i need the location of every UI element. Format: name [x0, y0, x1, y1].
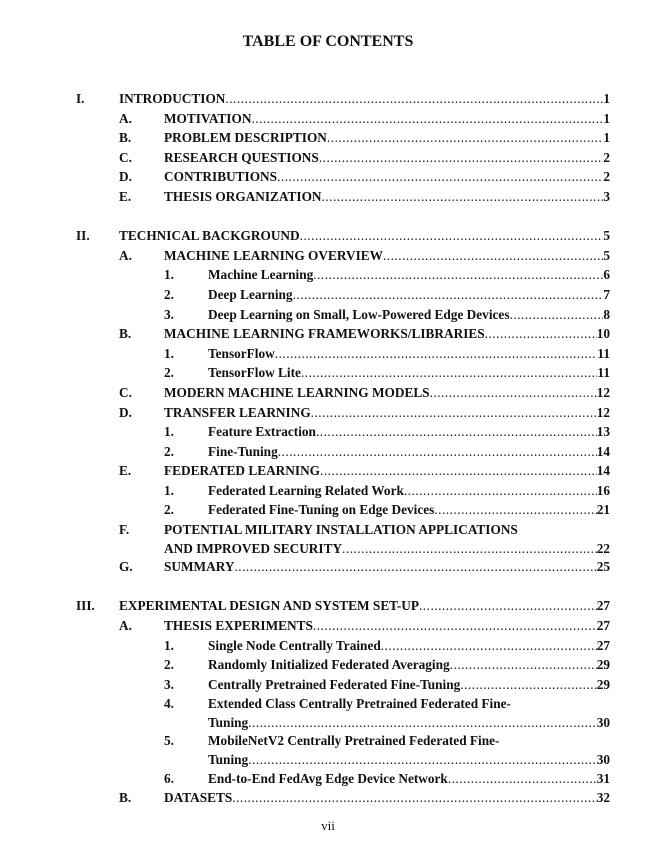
toc-entry[interactable] — [0, 383, 656, 403]
entry-title-line — [208, 769, 610, 789]
entry-title[interactable]: Federated Learning Related Work — [208, 482, 404, 498]
toc-entry[interactable] — [0, 187, 656, 207]
dot-leader — [313, 616, 597, 636]
toc-entry[interactable] — [0, 769, 656, 789]
entry-number: A. — [119, 110, 132, 126]
toc-entry-continuation[interactable] — [0, 751, 656, 769]
dot-leader — [434, 500, 596, 520]
toc-entry[interactable] — [0, 655, 656, 675]
entry-title-line — [164, 540, 610, 558]
entry-title[interactable]: End-to-End FedAvg Edge Device Network — [208, 770, 448, 786]
dot-leader — [448, 769, 597, 789]
dot-leader — [342, 540, 597, 558]
entry-number: A. — [119, 617, 132, 633]
entry-page[interactable]: 21 — [596, 502, 610, 518]
entry-title[interactable]: RESEARCH QUESTIONS — [164, 149, 319, 165]
entry-title[interactable]: SUMMARY — [164, 559, 235, 575]
dot-leader — [383, 246, 603, 266]
entry-number: E. — [119, 463, 132, 479]
entry-title[interactable]: TensorFlow — [208, 345, 275, 361]
entry-title[interactable]: THESIS EXPERIMENTS — [164, 617, 313, 633]
entry-page[interactable]: 12 — [596, 404, 610, 420]
entry-title: Extended Class Centrally Pretrained Federated Fine- — [208, 696, 511, 712]
entry-number: D. — [119, 169, 132, 185]
dot-leader — [232, 788, 596, 808]
entry-number: B. — [119, 326, 132, 342]
entry-number: 2. — [164, 286, 174, 302]
entry-title[interactable]: DATASETS — [164, 790, 233, 806]
toc-entry[interactable] — [0, 89, 656, 109]
dot-leader — [277, 167, 603, 187]
entry-page[interactable]: 13 — [596, 424, 610, 440]
entry-number: C. — [119, 149, 132, 165]
entry-title[interactable]: Fine-Tuning — [208, 443, 278, 459]
dot-leader — [248, 714, 597, 732]
entry-title-line — [119, 226, 610, 246]
entry-number: 1. — [164, 637, 174, 653]
entry-title[interactable]: TensorFlow Lite — [208, 365, 301, 381]
toc-entry[interactable] — [0, 403, 656, 423]
entry-title-line — [208, 500, 610, 520]
entry-page[interactable]: 2 — [603, 149, 610, 165]
entry-page[interactable]: 8 — [603, 306, 610, 322]
entry-title-line — [164, 557, 610, 577]
entry-title-line — [164, 520, 610, 540]
toc-entry[interactable] — [0, 481, 656, 501]
entry-page[interactable]: 22 — [596, 540, 610, 556]
toc-entry[interactable] — [0, 305, 656, 325]
entry-title-line — [164, 788, 610, 808]
entry-title-continued: Tuning — [208, 752, 249, 767]
toc-entry[interactable] — [0, 461, 656, 481]
entry-title[interactable]: MODERN MACHINE LEARNING MODELS — [164, 384, 430, 400]
entry-title-line — [164, 403, 610, 423]
entry-title-line — [164, 383, 610, 403]
entry-title-line — [208, 363, 610, 383]
dot-leader — [251, 109, 603, 129]
dot-leader — [320, 461, 597, 481]
entry-number: 2. — [164, 443, 174, 459]
entry-number: 1. — [164, 267, 174, 283]
entry-page[interactable]: 27 — [596, 617, 610, 633]
dot-leader — [419, 596, 597, 616]
entry-number: A. — [119, 247, 132, 263]
entry-title-line — [208, 305, 610, 325]
toc-entry[interactable] — [0, 422, 656, 442]
toc-entry[interactable] — [0, 520, 656, 540]
entry-page[interactable]: 6 — [603, 267, 610, 283]
entry-title-line — [208, 422, 610, 442]
entry-page[interactable]: 5 — [603, 247, 610, 263]
entry-title-continued: Tuning — [208, 714, 249, 730]
toc-entry[interactable] — [0, 788, 656, 808]
entry-title-line — [208, 265, 610, 285]
entry-page[interactable]: 12 — [596, 384, 610, 400]
entry-title-line — [208, 731, 610, 751]
toc-entry[interactable] — [0, 731, 656, 751]
entry-number: E. — [119, 188, 132, 204]
entry-title[interactable]: PROBLEM DESCRIPTION — [164, 130, 327, 146]
dot-leader — [311, 403, 597, 423]
toc-entry-continuation[interactable] — [0, 540, 656, 558]
toc-entry[interactable] — [0, 557, 656, 577]
entry-number: 4. — [164, 696, 174, 712]
dot-leader — [322, 187, 604, 207]
entry-number: C. — [119, 384, 132, 400]
entry-title-line — [208, 714, 610, 732]
spacer — [0, 207, 656, 227]
entry-title-line — [208, 675, 610, 695]
entry-title[interactable]: EXPERIMENTAL DESIGN AND SYSTEM SET-UP — [119, 598, 419, 614]
entry-page[interactable]: 16 — [596, 482, 610, 498]
dot-leader — [485, 324, 597, 344]
entry-title[interactable]: Machine Learning — [208, 267, 314, 283]
entry-number: II. — [76, 228, 90, 244]
table-of-contents — [0, 89, 656, 808]
dot-leader — [234, 557, 596, 577]
entry-title[interactable]: Deep Learning on Small, Low-Powered Edge Devices — [208, 306, 510, 322]
toc-entry[interactable] — [0, 442, 656, 462]
entry-number: 3. — [164, 306, 174, 322]
toc-entry[interactable] — [0, 344, 656, 364]
entry-title-line — [208, 481, 610, 501]
entry-title[interactable]: Federated Fine-Tuning on Edge Devices — [208, 502, 435, 518]
spacer — [0, 577, 656, 597]
entry-number: 2. — [164, 657, 174, 673]
entry-page[interactable]: 30 — [596, 752, 610, 767]
toc-entry[interactable] — [0, 324, 656, 344]
toc-entry[interactable] — [0, 265, 656, 285]
entry-page[interactable]: 1 — [603, 91, 610, 106]
toc-entry[interactable] — [0, 500, 656, 520]
dot-leader — [316, 422, 597, 442]
toc-title: TABLE OF CONTENTS — [242, 33, 414, 50]
entry-number: 1. — [164, 345, 174, 361]
entry-page[interactable]: 11 — [597, 345, 610, 361]
entry-title-line — [164, 148, 610, 168]
entry-title-line — [208, 285, 610, 305]
entry-page[interactable]: 1 — [603, 130, 610, 146]
dot-leader — [248, 751, 597, 769]
entry-number: B. — [119, 130, 132, 146]
page-number: vii — [321, 818, 335, 833]
dot-leader — [278, 442, 597, 462]
toc-entry[interactable] — [0, 148, 656, 168]
dot-leader — [300, 226, 604, 246]
entry-title-line — [164, 246, 610, 266]
dot-leader — [430, 383, 597, 403]
entry-page[interactable]: 32 — [596, 790, 610, 806]
dot-leader — [293, 285, 604, 305]
entry-title[interactable]: THESIS ORGANIZATION — [164, 188, 322, 204]
toc-entry[interactable] — [0, 363, 656, 383]
dot-leader — [313, 265, 603, 285]
entry-number: I. — [76, 91, 85, 106]
toc-entry[interactable] — [0, 167, 656, 187]
entry-number: 3. — [164, 676, 174, 692]
entry-title[interactable]: FEDERATED LEARNING — [164, 463, 321, 479]
entry-title[interactable]: Centrally Pretrained Federated Fine-Tuning — [208, 676, 461, 692]
entry-page[interactable]: 2 — [603, 169, 610, 185]
entry-title[interactable]: MOTIVATION — [164, 110, 252, 126]
entry-title[interactable]: TECHNICAL BACKGROUND — [119, 228, 300, 244]
entry-number: 2. — [164, 365, 174, 381]
dot-leader — [319, 148, 604, 168]
entry-title[interactable]: Feature Extraction — [208, 424, 316, 440]
entry-number: G. — [119, 559, 133, 575]
entry-page[interactable]: 14 — [596, 443, 610, 459]
entry-number: 5. — [164, 733, 174, 749]
entry-title[interactable]: MACHINE LEARNING OVERVIEW — [164, 247, 383, 263]
entry-title-line — [208, 636, 610, 656]
dot-leader — [450, 655, 597, 675]
entry-page[interactable]: 31 — [596, 770, 610, 786]
entry-number: 1. — [164, 424, 174, 440]
entry-title-continued: AND IMPROVED SECURITY — [164, 540, 343, 556]
entry-page[interactable]: 30 — [596, 714, 610, 730]
entry-title-line — [208, 694, 610, 714]
entry-title[interactable]: INTRODUCTION — [119, 91, 226, 106]
entry-title-line — [164, 461, 610, 481]
dot-leader — [327, 128, 603, 148]
entry-title-line — [164, 616, 610, 636]
entry-page[interactable]: 11 — [597, 365, 610, 381]
entry-number: III. — [76, 598, 95, 614]
entry-number: D. — [119, 404, 132, 420]
toc-entry[interactable] — [0, 128, 656, 148]
toc-entry[interactable] — [0, 246, 656, 266]
toc-entry[interactable] — [0, 694, 656, 714]
entry-title-line — [208, 344, 610, 364]
entry-page[interactable]: 3 — [603, 188, 610, 204]
entry-number: F. — [119, 522, 130, 538]
entry-title-line — [208, 442, 610, 462]
toc-entry[interactable] — [0, 285, 656, 305]
entry-title[interactable]: MACHINE LEARNING FRAMEWORKS/LIBRARIES — [164, 326, 485, 342]
entry-page[interactable]: 5 — [603, 228, 610, 244]
entry-page[interactable]: 1 — [603, 110, 610, 126]
toc-entry[interactable] — [0, 675, 656, 695]
entry-page[interactable]: 10 — [596, 326, 610, 342]
dot-leader — [404, 481, 597, 501]
entry-page[interactable]: 29 — [596, 657, 610, 673]
dot-leader — [275, 344, 598, 364]
entry-page[interactable]: 7 — [603, 286, 610, 302]
toc-entry[interactable] — [0, 616, 656, 636]
entry-title-line — [164, 167, 610, 187]
entry-number: 1. — [164, 482, 174, 498]
dot-leader — [301, 363, 597, 383]
dot-leader — [225, 89, 603, 109]
entry-number: 2. — [164, 502, 174, 518]
entry-title-line — [119, 89, 610, 109]
entry-page[interactable]: 14 — [596, 463, 610, 479]
toc-entry[interactable] — [0, 226, 656, 246]
entry-title[interactable]: TRANSFER LEARNING — [164, 404, 311, 420]
dot-leader — [381, 636, 597, 656]
entry-title: MobileNetV2 Centrally Pretrained Federated Fine- — [208, 733, 500, 749]
entry-title-line — [208, 655, 610, 675]
toc-entry[interactable] — [0, 636, 656, 656]
entry-page[interactable]: 29 — [596, 676, 610, 692]
entry-title-line — [119, 596, 610, 616]
entry-number: 6. — [164, 770, 174, 786]
entry-title-line — [164, 187, 610, 207]
entry-title-line — [208, 751, 610, 769]
entry-title[interactable]: Single Node Centrally Trained — [208, 637, 381, 653]
toc-entry-continuation[interactable] — [0, 714, 656, 732]
toc-entry[interactable] — [0, 596, 656, 616]
entry-title-line — [164, 128, 610, 148]
entry-page[interactable]: 27 — [596, 637, 610, 653]
entry-page[interactable]: 25 — [596, 559, 610, 575]
toc-entry[interactable] — [0, 109, 656, 129]
dot-leader — [460, 675, 596, 695]
entry-title[interactable]: Deep Learning — [208, 286, 293, 302]
entry-title[interactable]: Randomly Initialized Federated Averaging — [208, 657, 450, 673]
entry-page[interactable]: 27 — [596, 598, 610, 614]
entry-title: POTENTIAL MILITARY INSTALLATION APPLICATIONS — [164, 522, 518, 538]
dot-leader — [510, 305, 604, 325]
entry-title-line — [164, 324, 610, 344]
entry-title[interactable]: CONTRIBUTIONS — [164, 169, 278, 185]
entry-number: B. — [119, 790, 132, 806]
entry-title-line — [164, 109, 610, 129]
